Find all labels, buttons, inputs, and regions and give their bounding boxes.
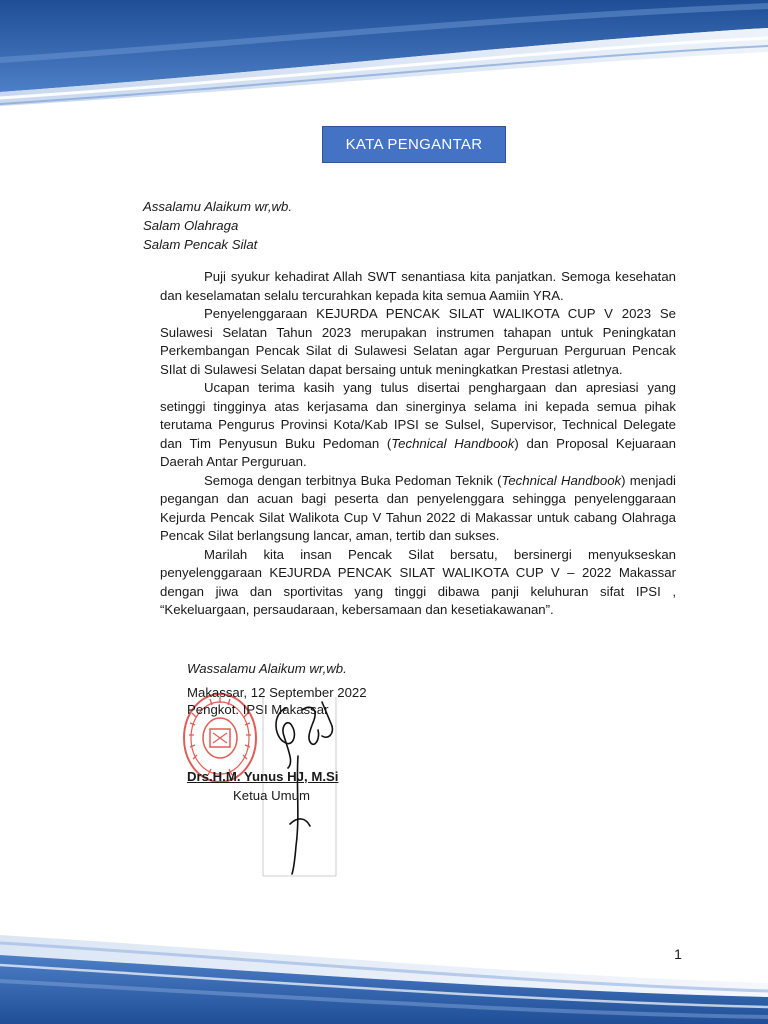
- greeting-line: Assalamu Alaikum wr,wb.: [143, 199, 293, 214]
- greeting-line: Salam Olahraga: [143, 218, 239, 233]
- paragraph: [160, 379, 676, 472]
- paragraph: Puji syukur kehadirat Allah SWT senantiasa kita panjatkan. Semoga kesehatan dan keselamatan selalu tercurahkan kepada kita semua Aamiin YRA.: [160, 269, 676, 303]
- organization-name: Pengkot. IPSI Makassar: [187, 702, 329, 717]
- paragraph: Penyelenggaraan KEJURDA PENCAK SILAT WALIKOTA CUP V 2023 Se Sulawesi Selatan Tahun 2023 merupakan instrumen tahapan untuk Peningkatan Perkembangan Pencak Silat di Sulawesi Selatan agar Perguruan Perguruan Pencak SIlat di Sulawesi Selatan dapat bersaing untuk meningkatkan Prestasi atletnya.: [160, 306, 676, 377]
- footer-wave-banner: [0, 925, 768, 1024]
- place-date: Makassar, 12 September 2022: [187, 685, 367, 700]
- text-run: ) menjadi pegangan dan acuan bagi peserta dan penyelenggara sehingga penyelenggaraan Kejurda Pencak Silat Walikota Cup V Tahun 2022 di Makassar untuk cabang Olahraga Pencak Silat berlangsung lancar, aman, tertib dan sukses.: [160, 472, 676, 543]
- closing-salutation: Wassalamu Alaikum wr,wb.: [187, 661, 347, 676]
- text-run: Semoga dengan terbitnya Buka Pedoman Teknik (: [204, 472, 502, 488]
- paragraph: Marilah kita insan Pencak Silat bersatu, bersinergi menyukseskan penyelenggaraan KEJURDA PENCAK SILAT WALIKOTA CUP V – 2022 Makassar dengan jiwa dan sportivitas yang tinggi dibawa panji keluhuran sifat IPSI , “Kekeluargaan, persaudaraan, kebersamaan dan kesetiakawanan”.: [160, 546, 676, 617]
- greeting-line: Salam Pencak Silat: [143, 237, 258, 252]
- page-number: 1: [674, 946, 682, 962]
- body-text: [160, 268, 676, 620]
- signature: [262, 696, 354, 878]
- signer-role: Ketua Umum: [233, 788, 310, 803]
- paragraph: [160, 472, 676, 546]
- text-run: Ucapan terima kasih yang tulus disertai penghargaan dan apresiasi yang setinggi tingginya atas kerjasama dan sinerginya selama ini kepada semua pihak terutama Pengurus Provinsi Kota/Kab IPSI se Sulsel, Supervisor, Technical Delegate dan Tim Penyusun Buku Pedoman (: [160, 380, 676, 451]
- signer-name: Drs.H.M. Yunus HJ, M.Si: [187, 769, 339, 784]
- text-run: ) dan Proposal Kejuaraan Daerah Antar Perguruan.: [160, 435, 677, 469]
- greeting-block: [143, 197, 292, 254]
- text-run-italic: Technical Handbook: [391, 435, 515, 451]
- header-wave-banner: [0, 0, 768, 110]
- page-title: KATA PENGANTAR: [322, 126, 506, 163]
- text-run-italic: Technical Handbook: [501, 472, 622, 488]
